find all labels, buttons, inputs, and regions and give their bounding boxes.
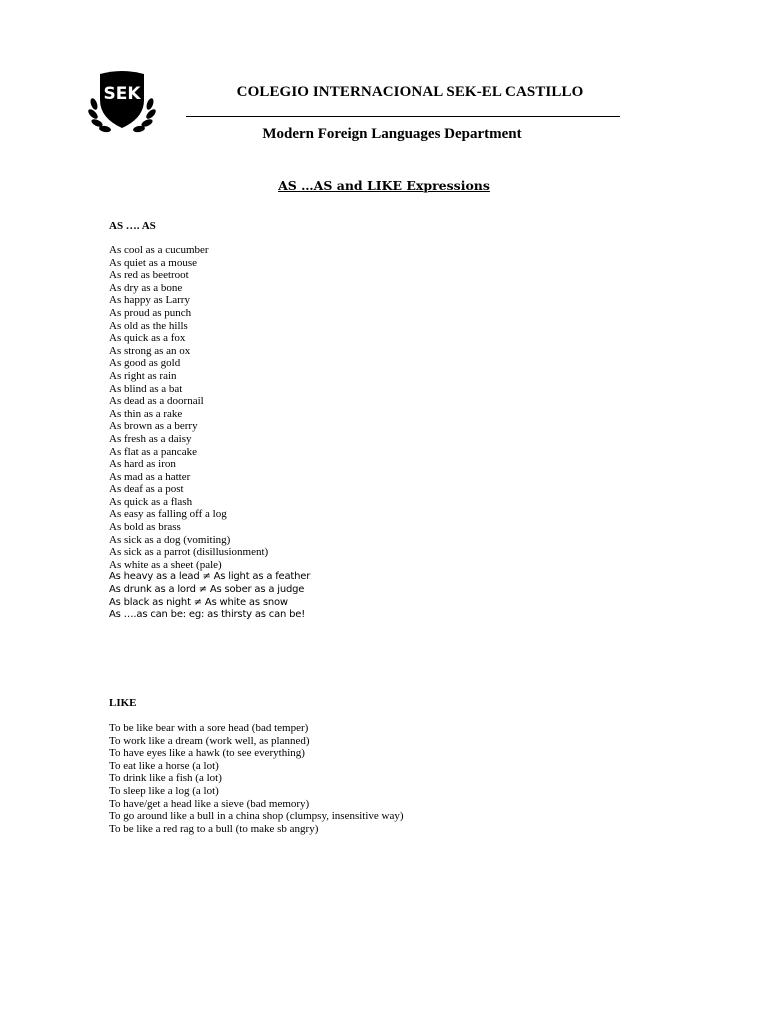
list-item: As easy as falling off a log [109, 508, 227, 521]
list-item: As thin as a rake [109, 407, 183, 420]
list-item: To eat like a horse (a lot) [109, 759, 219, 772]
list-item: As sick as a dog (vomiting) [109, 533, 231, 546]
list-item: As right as rain [109, 369, 177, 382]
school-logo [84, 70, 160, 136]
list-item: As strong as an ox [109, 344, 191, 357]
list-item: As drunk as a lord ≠ As sober as a judge [109, 584, 305, 596]
list-item: As quick as a flash [109, 495, 193, 508]
list-item: To drink like a fish (a lot) [109, 772, 222, 785]
list-item: As deaf as a post [109, 483, 184, 496]
list-item: As cool as a cucumber [109, 244, 209, 256]
list-item: As quick as a fox [109, 332, 186, 345]
list-item: As happy as Larry [109, 294, 190, 307]
list-item: As heavy as a lead ≠ As light as a feather [109, 571, 311, 583]
list-item: To be like bear with a sore head (bad temper) [109, 722, 309, 734]
document-title: AS …AS and LIKE Expressions [278, 178, 490, 193]
logo-text: SEK [103, 84, 141, 104]
list-item: As fresh as a daisy [109, 432, 192, 445]
list-item: As white as a sheet (pale) [109, 558, 222, 571]
list-item: As black as night ≠ As white as snow [109, 596, 288, 608]
like-section-heading: LIKE [109, 697, 137, 709]
list-item: As dead as a doornail [109, 395, 204, 408]
list-item: To be like a red rag to a bull (to make sb angry) [109, 822, 319, 835]
list-item: As quiet as a mouse [109, 256, 197, 269]
list-item: As proud as punch [109, 306, 192, 319]
list-item: As bold as brass [109, 521, 181, 534]
list-item: To work like a dream (work well, as planned) [109, 734, 310, 747]
department-name: Modern Foreign Languages Department [262, 126, 522, 142]
list-item: As ….as can be: eg: as thirsty as can be! [109, 609, 306, 621]
list-item: As old as the hills [109, 319, 188, 332]
list-item: As flat as a pancake [109, 445, 197, 458]
list-item: To sleep like a log (a lot) [109, 784, 219, 797]
list-item: To go around like a bull in a china shop (clumpsy, insensitive way) [109, 810, 404, 823]
list-item: As sick as a parrot (disillusionment) [109, 546, 269, 559]
list-item: As brown as a berry [109, 420, 198, 433]
like-expression-list [109, 722, 404, 835]
header-divider [186, 116, 620, 117]
list-item: As blind as a bat [109, 382, 183, 395]
list-item: As hard as iron [109, 458, 176, 471]
as-section-heading: AS …. AS [109, 220, 156, 232]
as-expression-list [109, 244, 310, 622]
list-item: To have eyes like a hawk (to see everything) [109, 747, 305, 760]
list-item: As dry as a bone [109, 281, 183, 294]
school-name: COLEGIO INTERNACIONAL SEK-EL CASTILLO [236, 84, 584, 100]
list-item: As mad as a hatter [109, 470, 191, 483]
list-item: To have/get a head like a sieve (bad memory) [109, 797, 310, 810]
list-item: As red as beetroot [109, 269, 189, 282]
list-item: As good as gold [109, 357, 181, 370]
